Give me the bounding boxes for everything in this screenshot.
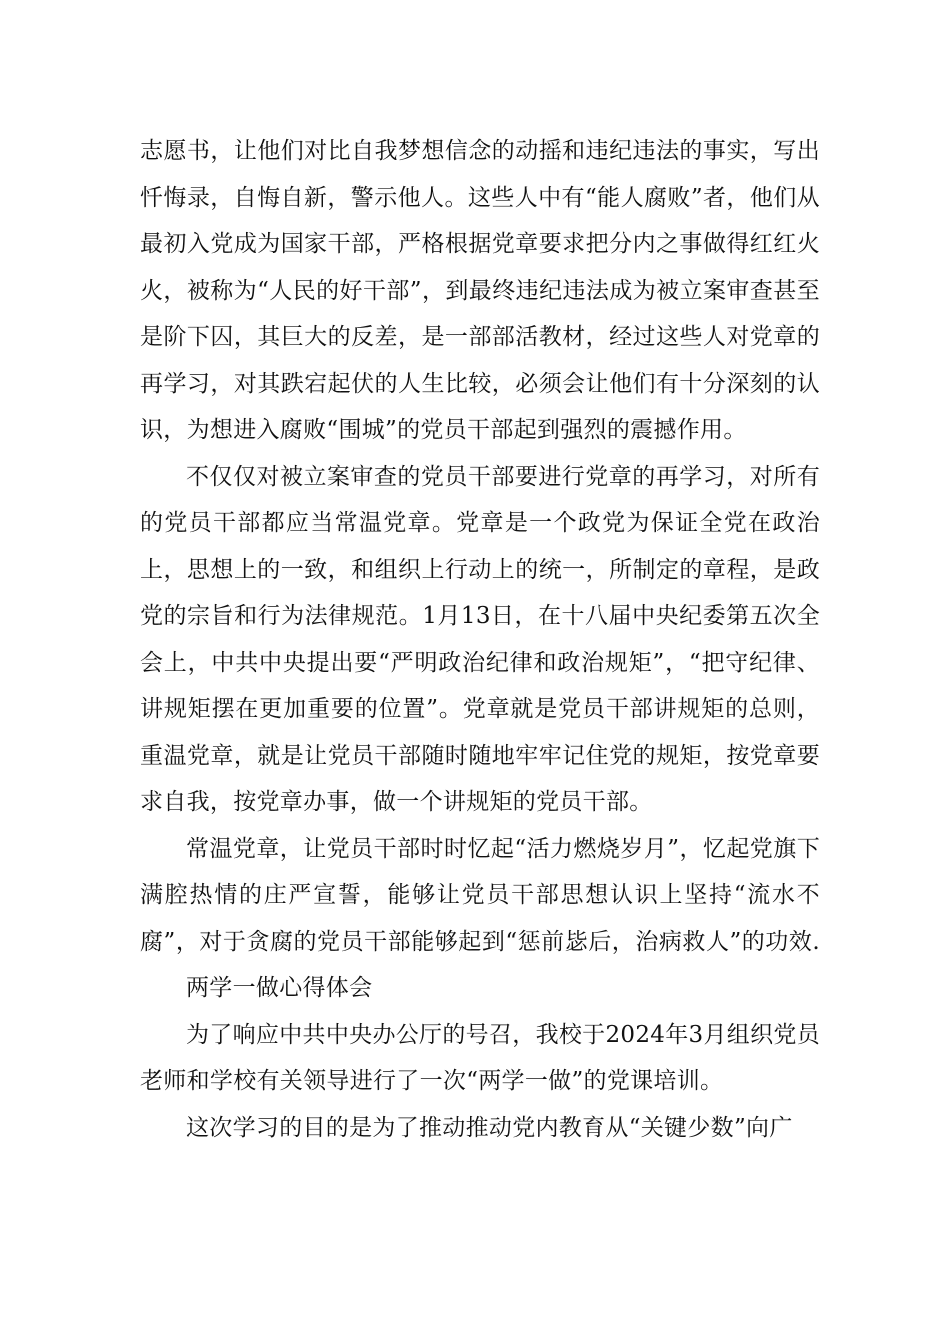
paragraph-2: 不仅仅对被立案审查的党员干部要进行党章的再学习，对所有的党员干部都应当常温党章。党章是一个政党为保证全党在政治上，思想上的一致，和组织上行动上的统一，所制定的章程，是政党的宗旨和行为法律规范。1月13日，在十八届中央纪委第五次全会上，中共中央提出要“严明政治纪律和政治规矩”，“把守纪律、讲规矩摆在更加重要的位置”。党章就是党员干部讲规矩的总则，重温党章，就是让党员干部随时随地牢牢记住党的规矩，按党章要求自我，按党章办事，做一个讲规矩的党员干部。 [140, 463, 820, 815]
document-body [140, 128, 820, 1151]
paragraph-3-text: 常温党章，让党员干部时时忆起“活力燃烧岁月”，忆起党旗下满腔热情的庄严宣誓，能够让党员干部思想认识上坚持“流水不腐”，对于贪腐的党员干部能够起到“惩前毖后，治病救人”的功效. [140, 835, 820, 955]
paragraph-1: 志愿书，让他们对比自我梦想信念的动摇和违纪违法的事实，写出忏悔录，自悔自新，警示他人。这些人中有“能人腐败”者，他们从最初入党成为国家干部，严格根据党章要求把分内之事做得红红火火，被称为“人民的好干部”，到最终违纪违法成为被立案审查甚至是阶下囚，其巨大的反差，是一部部活教材，经过这些人对党章的再学习，对其跌宕起伏的人生比较，必须会让他们有十分深刻的认识，为想进入腐败“围城”的党员干部起到强烈的震撼作用。 [140, 138, 820, 443]
paragraph-5: 这次学习的目的是为了推动推动党内教育从“关键少数”向广 [186, 1114, 793, 1141]
paragraph-4: 为了响应中共中央办公厅的号召，我校于2024年3月组织党员老师和学校有关领导进行了一次“两学一做”的党课培训。 [140, 1021, 820, 1094]
paragraph-3 [140, 826, 820, 1012]
section-heading: 两学一做心得体会 [186, 975, 373, 1001]
